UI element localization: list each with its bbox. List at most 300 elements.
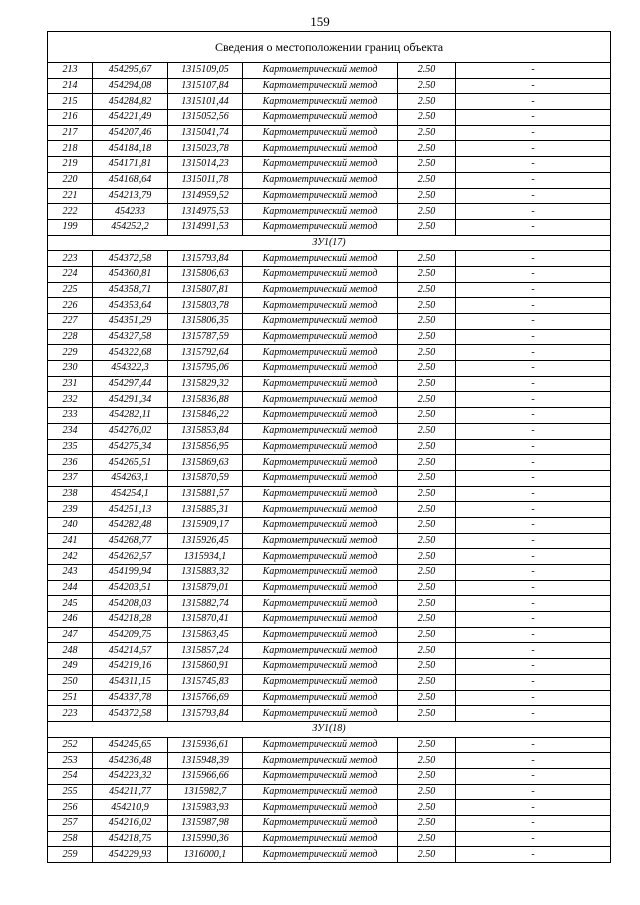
accuracy-cell: 2.50 bbox=[398, 533, 456, 549]
x-coordinate-cell: 454262,57 bbox=[93, 549, 168, 565]
y-coordinate-cell: 1315109,05 bbox=[168, 63, 243, 79]
method-cell: Картометрический метод bbox=[243, 502, 398, 518]
description-cell: - bbox=[456, 674, 611, 690]
method-cell: Картометрический метод bbox=[243, 125, 398, 141]
y-coordinate-cell: 1315934,1 bbox=[168, 549, 243, 565]
x-coordinate-cell: 454252,2 bbox=[93, 219, 168, 235]
y-coordinate-cell: 1315883,32 bbox=[168, 565, 243, 581]
description-cell: - bbox=[456, 831, 611, 847]
x-coordinate-cell: 454171,81 bbox=[93, 157, 168, 173]
table-row bbox=[48, 831, 611, 847]
point-number-cell: 214 bbox=[48, 78, 93, 94]
point-number-cell: 225 bbox=[48, 282, 93, 298]
table-row bbox=[48, 847, 611, 863]
point-number-cell: 227 bbox=[48, 314, 93, 330]
method-cell: Картометрический метод bbox=[243, 408, 398, 424]
point-number-cell: 232 bbox=[48, 392, 93, 408]
description-cell: - bbox=[456, 251, 611, 267]
table-row bbox=[48, 63, 611, 79]
y-coordinate-cell: 1315793,84 bbox=[168, 251, 243, 267]
point-number-cell: 251 bbox=[48, 690, 93, 706]
x-coordinate-cell: 454214,57 bbox=[93, 643, 168, 659]
accuracy-cell: 2.50 bbox=[398, 784, 456, 800]
method-cell: Картометрический метод bbox=[243, 470, 398, 486]
description-cell: - bbox=[456, 329, 611, 345]
description-cell: - bbox=[456, 816, 611, 832]
accuracy-cell: 2.50 bbox=[398, 392, 456, 408]
y-coordinate-cell: 1315881,57 bbox=[168, 486, 243, 502]
y-coordinate-cell: 1315107,84 bbox=[168, 78, 243, 94]
y-coordinate-cell: 1315011,78 bbox=[168, 172, 243, 188]
description-cell: - bbox=[456, 486, 611, 502]
method-cell: Картометрический метод bbox=[243, 298, 398, 314]
point-number-cell: 223 bbox=[48, 251, 93, 267]
method-cell: Картометрический метод bbox=[243, 141, 398, 157]
method-cell: Картометрический метод bbox=[243, 627, 398, 643]
x-coordinate-cell: 454207,46 bbox=[93, 125, 168, 141]
y-coordinate-cell: 1315909,17 bbox=[168, 517, 243, 533]
y-coordinate-cell: 1315806,63 bbox=[168, 266, 243, 282]
point-number-cell: 216 bbox=[48, 110, 93, 126]
point-number-cell: 234 bbox=[48, 423, 93, 439]
y-coordinate-cell: 1315860,91 bbox=[168, 659, 243, 675]
method-cell: Картометрический метод bbox=[243, 565, 398, 581]
description-cell: - bbox=[456, 596, 611, 612]
y-coordinate-cell: 1315885,31 bbox=[168, 502, 243, 518]
description-cell: - bbox=[456, 502, 611, 518]
table-title: Сведения о местоположении границ объекта bbox=[48, 32, 611, 63]
method-cell: Картометрический метод bbox=[243, 831, 398, 847]
point-number-cell: 243 bbox=[48, 565, 93, 581]
table-row bbox=[48, 219, 611, 235]
method-cell: Картометрический метод bbox=[243, 659, 398, 675]
table-row bbox=[48, 94, 611, 110]
method-cell: Картометрический метод bbox=[243, 455, 398, 471]
table-row bbox=[48, 486, 611, 502]
y-coordinate-cell: 1316000,1 bbox=[168, 847, 243, 863]
description-cell: - bbox=[456, 266, 611, 282]
table-row bbox=[48, 204, 611, 220]
description-cell: - bbox=[456, 768, 611, 784]
description-cell: - bbox=[456, 580, 611, 596]
x-coordinate-cell: 454245,65 bbox=[93, 737, 168, 753]
table-row bbox=[48, 141, 611, 157]
accuracy-cell: 2.50 bbox=[398, 612, 456, 628]
table-row bbox=[48, 314, 611, 330]
point-number-cell: 217 bbox=[48, 125, 93, 141]
accuracy-cell: 2.50 bbox=[398, 329, 456, 345]
x-coordinate-cell: 454372,58 bbox=[93, 251, 168, 267]
x-coordinate-cell: 454208,03 bbox=[93, 596, 168, 612]
table-row bbox=[48, 298, 611, 314]
accuracy-cell: 2.50 bbox=[398, 800, 456, 816]
y-coordinate-cell: 1315982,7 bbox=[168, 784, 243, 800]
x-coordinate-cell: 454184,18 bbox=[93, 141, 168, 157]
accuracy-cell: 2.50 bbox=[398, 219, 456, 235]
y-coordinate-cell: 1315014,23 bbox=[168, 157, 243, 173]
description-cell: - bbox=[456, 847, 611, 863]
accuracy-cell: 2.50 bbox=[398, 549, 456, 565]
boundary-coordinates-table bbox=[47, 31, 611, 863]
accuracy-cell: 2.50 bbox=[398, 439, 456, 455]
description-cell: - bbox=[456, 157, 611, 173]
x-coordinate-cell: 454360,81 bbox=[93, 266, 168, 282]
x-coordinate-cell: 454297,44 bbox=[93, 376, 168, 392]
table-row bbox=[48, 266, 611, 282]
method-cell: Картометрический метод bbox=[243, 314, 398, 330]
point-number-cell: 223 bbox=[48, 706, 93, 722]
point-number-cell: 213 bbox=[48, 63, 93, 79]
description-cell: - bbox=[456, 78, 611, 94]
table-row bbox=[48, 125, 611, 141]
description-cell: - bbox=[456, 549, 611, 565]
point-number-cell: 259 bbox=[48, 847, 93, 863]
table-row bbox=[48, 737, 611, 753]
method-cell: Картометрический метод bbox=[243, 706, 398, 722]
x-coordinate-cell: 454221,49 bbox=[93, 110, 168, 126]
accuracy-cell: 2.50 bbox=[398, 423, 456, 439]
accuracy-cell: 2.50 bbox=[398, 125, 456, 141]
description-cell: - bbox=[456, 392, 611, 408]
x-coordinate-cell: 454213,79 bbox=[93, 188, 168, 204]
y-coordinate-cell: 1315795,06 bbox=[168, 361, 243, 377]
x-coordinate-cell: 454351,29 bbox=[93, 314, 168, 330]
x-coordinate-cell: 454265,51 bbox=[93, 455, 168, 471]
x-coordinate-cell: 454327,58 bbox=[93, 329, 168, 345]
x-coordinate-cell: 454295,67 bbox=[93, 63, 168, 79]
table-row bbox=[48, 345, 611, 361]
description-cell: - bbox=[456, 690, 611, 706]
y-coordinate-cell: 1315829,32 bbox=[168, 376, 243, 392]
point-number-cell: 228 bbox=[48, 329, 93, 345]
y-coordinate-cell: 1315792,64 bbox=[168, 345, 243, 361]
table-row bbox=[48, 690, 611, 706]
description-cell: - bbox=[456, 706, 611, 722]
table-row bbox=[48, 816, 611, 832]
method-cell: Картометрический метод bbox=[243, 737, 398, 753]
description-cell: - bbox=[456, 423, 611, 439]
method-cell: Картометрический метод bbox=[243, 612, 398, 628]
point-number-cell: 242 bbox=[48, 549, 93, 565]
table-row bbox=[48, 376, 611, 392]
table-row bbox=[48, 565, 611, 581]
description-cell: - bbox=[456, 439, 611, 455]
y-coordinate-cell: 1315948,39 bbox=[168, 753, 243, 769]
table-row bbox=[48, 188, 611, 204]
point-number-cell: 219 bbox=[48, 157, 93, 173]
point-number-cell: 218 bbox=[48, 141, 93, 157]
x-coordinate-cell: 454223,32 bbox=[93, 768, 168, 784]
accuracy-cell: 2.50 bbox=[398, 643, 456, 659]
point-number-cell: 254 bbox=[48, 768, 93, 784]
method-cell: Картометрический метод bbox=[243, 361, 398, 377]
accuracy-cell: 2.50 bbox=[398, 78, 456, 94]
x-coordinate-cell: 454294,08 bbox=[93, 78, 168, 94]
method-cell: Картометрический метод bbox=[243, 204, 398, 220]
point-number-cell: 253 bbox=[48, 753, 93, 769]
table-row bbox=[48, 439, 611, 455]
y-coordinate-cell: 1315101,44 bbox=[168, 94, 243, 110]
method-cell: Картометрический метод bbox=[243, 690, 398, 706]
page-number: 159 bbox=[310, 14, 330, 29]
table-row bbox=[48, 329, 611, 345]
accuracy-cell: 2.50 bbox=[398, 298, 456, 314]
y-coordinate-cell: 1315846,22 bbox=[168, 408, 243, 424]
x-coordinate-cell: 454209,75 bbox=[93, 627, 168, 643]
section-row bbox=[48, 235, 611, 251]
method-cell: Картометрический метод bbox=[243, 94, 398, 110]
accuracy-cell: 2.50 bbox=[398, 94, 456, 110]
point-number-cell: 231 bbox=[48, 376, 93, 392]
section-label: ЗУ1(18) bbox=[48, 721, 611, 737]
accuracy-cell: 2.50 bbox=[398, 204, 456, 220]
table-row bbox=[48, 172, 611, 188]
x-coordinate-cell: 454372,58 bbox=[93, 706, 168, 722]
point-number-cell: 233 bbox=[48, 408, 93, 424]
accuracy-cell: 2.50 bbox=[398, 455, 456, 471]
method-cell: Картометрический метод bbox=[243, 847, 398, 863]
table-row bbox=[48, 470, 611, 486]
accuracy-cell: 2.50 bbox=[398, 470, 456, 486]
description-cell: - bbox=[456, 784, 611, 800]
description-cell: - bbox=[456, 125, 611, 141]
method-cell: Картометрический метод bbox=[243, 816, 398, 832]
point-number-cell: 244 bbox=[48, 580, 93, 596]
method-cell: Картометрический метод bbox=[243, 282, 398, 298]
table-row bbox=[48, 580, 611, 596]
accuracy-cell: 2.50 bbox=[398, 314, 456, 330]
accuracy-cell: 2.50 bbox=[398, 172, 456, 188]
x-coordinate-cell: 454229,93 bbox=[93, 847, 168, 863]
point-number-cell: 256 bbox=[48, 800, 93, 816]
method-cell: Картометрический метод bbox=[243, 596, 398, 612]
method-cell: Картометрический метод bbox=[243, 219, 398, 235]
x-coordinate-cell: 454284,82 bbox=[93, 94, 168, 110]
description-cell: - bbox=[456, 408, 611, 424]
table-row bbox=[48, 800, 611, 816]
method-cell: Картометрический метод bbox=[243, 643, 398, 659]
point-number-cell: 241 bbox=[48, 533, 93, 549]
description-cell: - bbox=[456, 517, 611, 533]
point-number-cell: 248 bbox=[48, 643, 93, 659]
accuracy-cell: 2.50 bbox=[398, 251, 456, 267]
table-row bbox=[48, 517, 611, 533]
point-number-cell: 252 bbox=[48, 737, 93, 753]
point-number-cell: 224 bbox=[48, 266, 93, 282]
point-number-cell: 258 bbox=[48, 831, 93, 847]
y-coordinate-cell: 1315869,63 bbox=[168, 455, 243, 471]
table-row bbox=[48, 706, 611, 722]
point-number-cell: 230 bbox=[48, 361, 93, 377]
y-coordinate-cell: 1315879,01 bbox=[168, 580, 243, 596]
description-cell: - bbox=[456, 659, 611, 675]
method-cell: Картометрический метод bbox=[243, 423, 398, 439]
point-number-cell: 250 bbox=[48, 674, 93, 690]
description-cell: - bbox=[456, 298, 611, 314]
section-label: ЗУ1(17) bbox=[48, 235, 611, 251]
y-coordinate-cell: 1315936,61 bbox=[168, 737, 243, 753]
y-coordinate-cell: 1315863,45 bbox=[168, 627, 243, 643]
method-cell: Картометрический метод bbox=[243, 753, 398, 769]
point-number-cell: 236 bbox=[48, 455, 93, 471]
description-cell: - bbox=[456, 110, 611, 126]
description-cell: - bbox=[456, 188, 611, 204]
accuracy-cell: 2.50 bbox=[398, 690, 456, 706]
point-number-cell: 199 bbox=[48, 219, 93, 235]
method-cell: Картометрический метод bbox=[243, 549, 398, 565]
table-row bbox=[48, 768, 611, 784]
x-coordinate-cell: 454358,71 bbox=[93, 282, 168, 298]
y-coordinate-cell: 1315787,59 bbox=[168, 329, 243, 345]
table-row bbox=[48, 78, 611, 94]
point-number-cell: 245 bbox=[48, 596, 93, 612]
method-cell: Картометрический метод bbox=[243, 784, 398, 800]
accuracy-cell: 2.50 bbox=[398, 816, 456, 832]
description-cell: - bbox=[456, 141, 611, 157]
description-cell: - bbox=[456, 204, 611, 220]
x-coordinate-cell: 454263,1 bbox=[93, 470, 168, 486]
accuracy-cell: 2.50 bbox=[398, 361, 456, 377]
table-row bbox=[48, 549, 611, 565]
point-number-cell: 235 bbox=[48, 439, 93, 455]
point-number-cell: 220 bbox=[48, 172, 93, 188]
accuracy-cell: 2.50 bbox=[398, 157, 456, 173]
y-coordinate-cell: 1315853,84 bbox=[168, 423, 243, 439]
accuracy-cell: 2.50 bbox=[398, 565, 456, 581]
table-row bbox=[48, 392, 611, 408]
point-number-cell: 221 bbox=[48, 188, 93, 204]
description-cell: - bbox=[456, 643, 611, 659]
x-coordinate-cell: 454322,3 bbox=[93, 361, 168, 377]
method-cell: Картометрический метод bbox=[243, 63, 398, 79]
description-cell: - bbox=[456, 565, 611, 581]
description-cell: - bbox=[456, 800, 611, 816]
y-coordinate-cell: 1315870,59 bbox=[168, 470, 243, 486]
x-coordinate-cell: 454282,11 bbox=[93, 408, 168, 424]
y-coordinate-cell: 1314975,53 bbox=[168, 204, 243, 220]
description-cell: - bbox=[456, 63, 611, 79]
accuracy-cell: 2.50 bbox=[398, 408, 456, 424]
table-row bbox=[48, 110, 611, 126]
table-row bbox=[48, 784, 611, 800]
table-row bbox=[48, 251, 611, 267]
accuracy-cell: 2.50 bbox=[398, 517, 456, 533]
accuracy-cell: 2.50 bbox=[398, 674, 456, 690]
description-cell: - bbox=[456, 282, 611, 298]
accuracy-cell: 2.50 bbox=[398, 282, 456, 298]
x-coordinate-cell: 454276,02 bbox=[93, 423, 168, 439]
description-cell: - bbox=[456, 455, 611, 471]
y-coordinate-cell: 1315745,83 bbox=[168, 674, 243, 690]
y-coordinate-cell: 1315987,98 bbox=[168, 816, 243, 832]
point-number-cell: 239 bbox=[48, 502, 93, 518]
section-row bbox=[48, 721, 611, 737]
point-number-cell: 226 bbox=[48, 298, 93, 314]
point-number-cell: 229 bbox=[48, 345, 93, 361]
accuracy-cell: 2.50 bbox=[398, 831, 456, 847]
accuracy-cell: 2.50 bbox=[398, 266, 456, 282]
description-cell: - bbox=[456, 172, 611, 188]
x-coordinate-cell: 454216,02 bbox=[93, 816, 168, 832]
x-coordinate-cell: 454322,68 bbox=[93, 345, 168, 361]
y-coordinate-cell: 1315966,66 bbox=[168, 768, 243, 784]
description-cell: - bbox=[456, 737, 611, 753]
method-cell: Картометрический метод bbox=[243, 533, 398, 549]
x-coordinate-cell: 454168,64 bbox=[93, 172, 168, 188]
y-coordinate-cell: 1315766,69 bbox=[168, 690, 243, 706]
description-cell: - bbox=[456, 376, 611, 392]
x-coordinate-cell: 454219,16 bbox=[93, 659, 168, 675]
x-coordinate-cell: 454251,13 bbox=[93, 502, 168, 518]
point-number-cell: 247 bbox=[48, 627, 93, 643]
x-coordinate-cell: 454254,1 bbox=[93, 486, 168, 502]
description-cell: - bbox=[456, 94, 611, 110]
point-number-cell: 222 bbox=[48, 204, 93, 220]
point-number-cell: 249 bbox=[48, 659, 93, 675]
method-cell: Картометрический метод bbox=[243, 486, 398, 502]
y-coordinate-cell: 1315926,45 bbox=[168, 533, 243, 549]
accuracy-cell: 2.50 bbox=[398, 737, 456, 753]
y-coordinate-cell: 1314991,53 bbox=[168, 219, 243, 235]
x-coordinate-cell: 454275,34 bbox=[93, 439, 168, 455]
table-row bbox=[48, 753, 611, 769]
method-cell: Картометрический метод bbox=[243, 392, 398, 408]
table-row bbox=[48, 596, 611, 612]
table-row bbox=[48, 643, 611, 659]
description-cell: - bbox=[456, 612, 611, 628]
accuracy-cell: 2.50 bbox=[398, 486, 456, 502]
table-row bbox=[48, 282, 611, 298]
description-cell: - bbox=[456, 345, 611, 361]
method-cell: Картометрический метод bbox=[243, 188, 398, 204]
description-cell: - bbox=[456, 314, 611, 330]
accuracy-cell: 2.50 bbox=[398, 110, 456, 126]
description-cell: - bbox=[456, 533, 611, 549]
point-number-cell: 255 bbox=[48, 784, 93, 800]
x-coordinate-cell: 454218,28 bbox=[93, 612, 168, 628]
accuracy-cell: 2.50 bbox=[398, 753, 456, 769]
table-row bbox=[48, 361, 611, 377]
accuracy-cell: 2.50 bbox=[398, 345, 456, 361]
table-row bbox=[48, 408, 611, 424]
x-coordinate-cell: 454337,78 bbox=[93, 690, 168, 706]
point-number-cell: 237 bbox=[48, 470, 93, 486]
table-body bbox=[48, 32, 611, 863]
point-number-cell: 215 bbox=[48, 94, 93, 110]
y-coordinate-cell: 1315793,84 bbox=[168, 706, 243, 722]
y-coordinate-cell: 1315023,78 bbox=[168, 141, 243, 157]
x-coordinate-cell: 454282,48 bbox=[93, 517, 168, 533]
accuracy-cell: 2.50 bbox=[398, 63, 456, 79]
table-row bbox=[48, 157, 611, 173]
y-coordinate-cell: 1315806,35 bbox=[168, 314, 243, 330]
method-cell: Картометрический метод bbox=[243, 251, 398, 267]
table-row bbox=[48, 627, 611, 643]
table-row bbox=[48, 659, 611, 675]
accuracy-cell: 2.50 bbox=[398, 580, 456, 596]
y-coordinate-cell: 1315857,24 bbox=[168, 643, 243, 659]
accuracy-cell: 2.50 bbox=[398, 706, 456, 722]
description-cell: - bbox=[456, 627, 611, 643]
y-coordinate-cell: 1315870,41 bbox=[168, 612, 243, 628]
x-coordinate-cell: 454211,77 bbox=[93, 784, 168, 800]
method-cell: Картометрический метод bbox=[243, 78, 398, 94]
point-number-cell: 257 bbox=[48, 816, 93, 832]
x-coordinate-cell: 454203,51 bbox=[93, 580, 168, 596]
x-coordinate-cell: 454218,75 bbox=[93, 831, 168, 847]
y-coordinate-cell: 1315990,36 bbox=[168, 831, 243, 847]
point-number-cell: 238 bbox=[48, 486, 93, 502]
